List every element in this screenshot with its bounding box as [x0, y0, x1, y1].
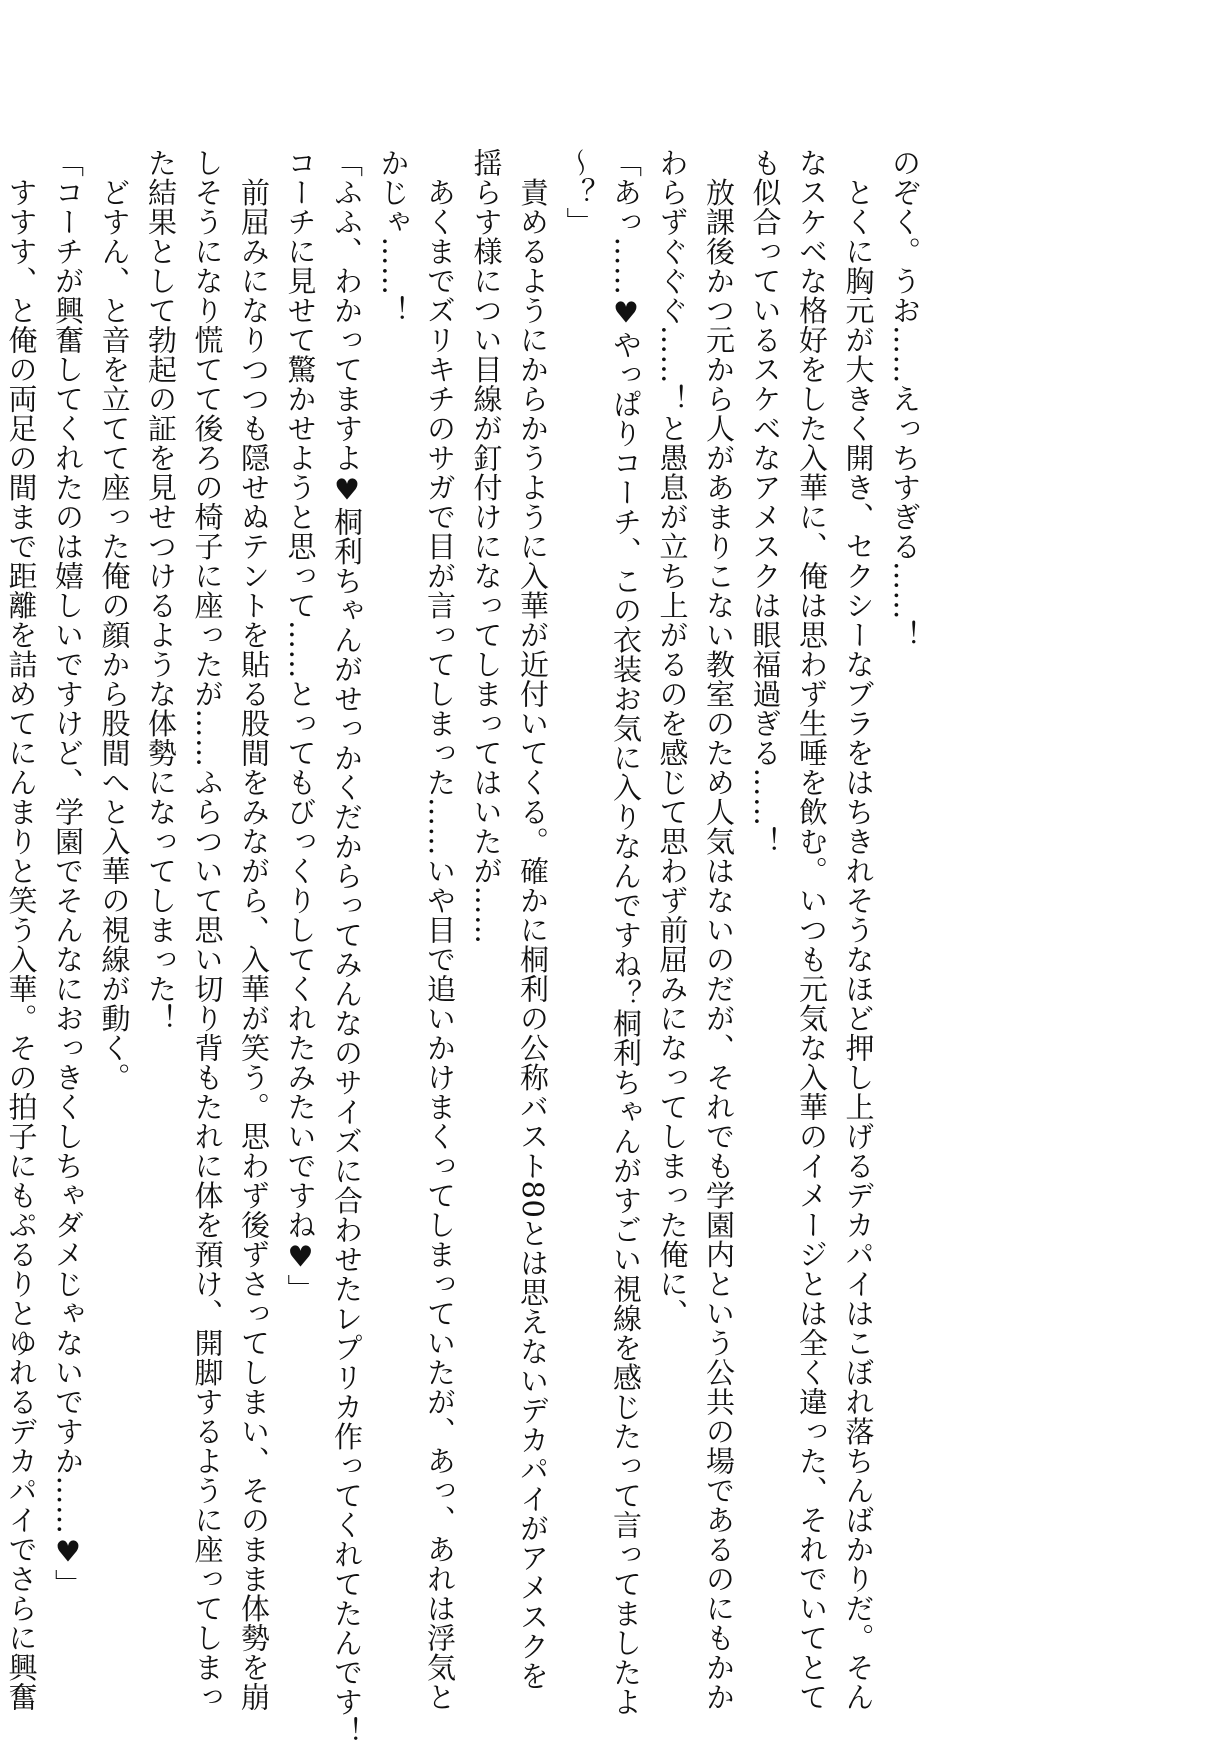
text-line: 前屈みになりつつも隠せぬテントを貼る股間をみながら、入華が笑う。思わず後ずさってしまい、そのまま体勢を崩 [237, 148, 271, 1712]
text-line: も似合っているスケベなアメスクは眼福過ぎる……！ [748, 148, 783, 856]
text-line: 「あっ……♥やっぱりコーチ、この衣装お気に入りなんですね？桐利ちゃんがすごい視線を感じたって言ってましたよ [609, 148, 643, 1717]
text-line: すすす、と俺の両足の間まで距離を詰めてにんまりと笑う入華。その拍子にもぷるりとゆれるデカパイでさらに興奮 [4, 148, 39, 1712]
text-line: わらずぐぐぐ……！と愚息が立ち上がるのを感じて思わず前屈みになってしまった俺に、 [655, 148, 690, 1328]
text-line: あくまでズリキチのサガで目が言ってしまった……いや目で追いかけまくってしまっていたが、あっ、あれは浮気と [423, 148, 457, 1712]
text-line: どすん、と音を立てて座った俺の顔から股間へと入華の視線が動く。 [97, 148, 132, 1092]
text-line: 放課後かつ元から人があまりこない教室のため人気はないのだが、それでも学園内という公共の場であるのにもかか [702, 148, 736, 1712]
text-line: 〜？」 [562, 148, 597, 237]
text-line: 責めるようにからかうように入華が近付いてくる。確かに桐利の公称バスト80とは思えないデカパイがアメスクを [516, 148, 550, 1691]
text-line: のぞく。うお……えっちすぎる……！ [888, 148, 922, 650]
text-line: かじゃ……！ [376, 148, 411, 325]
text-line: た結果として勃起の証を見せつけるような体勢になってしまった！ [144, 148, 178, 1033]
text-line: 「ふふ、わかってますよ♥桐利ちゃんがせっかくだからってみんなのサイズに合わせたレプリカ作ってくれてたんです！ [330, 148, 364, 1746]
text-line: なスケベな格好をした入華に、俺は思わず生唾を飲む。いつも元気な入華のイメージとは全く違った、それでいてとて [795, 148, 829, 1712]
text-line: 「コーチが興奮してくれたのは嬉しいですけど、学園でそんなにおっきくしちゃダメじゃないですか……♥」 [51, 148, 85, 1599]
text-line: しそうになり慌てて後ろの椅子に座ったが……ふらついて思い切り背もたれに体を預け、開脚するように座ってしまっ [190, 148, 225, 1712]
body-text [0, 148, 928, 1746]
text-line: 揺らす様につい目線が釘付けになってしまってはいたが…… [469, 148, 504, 945]
text-line: コーチに見せて驚かせようと思って……とってもびっくりしてくれたみたいですね♥」 [283, 148, 318, 1304]
text-line: とくに胸元が大きく開き、セクシーなブラをはちきれそうなほど押し上げるデカパイはこぼれ落ちんばかりだ。そん [841, 148, 876, 1712]
